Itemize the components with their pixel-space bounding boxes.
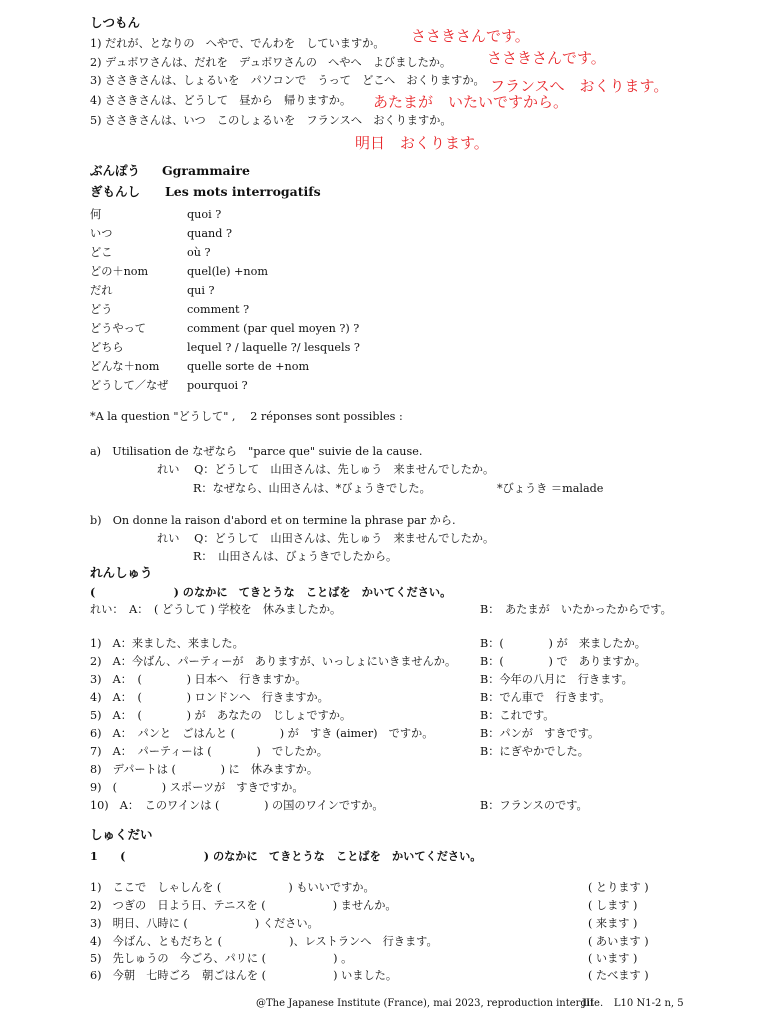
rule-b-question: れい Q：どうして 山田さんは、先しゅう 来ませんでしたか。 [157, 532, 495, 545]
shukudai-instruction: 1 ( ) のなかに てきとうな ことばを かいてください。 [90, 849, 482, 863]
word-fr: quel(le) +nom [187, 265, 268, 278]
word-jp: いつ [90, 227, 113, 240]
word-jp: 何 [90, 208, 102, 221]
renshuu-item-a: 7) A： パーティーは ( ) でしたか。 [90, 745, 328, 758]
shukudai-item: 2) つぎの 日よう日、テニスを ( ) ませんか。 [90, 899, 397, 912]
word-jp: どちら [90, 341, 124, 354]
question-2: 2) デュボワさんは、だれを デュボワさんの へやへ よびましたか。 [90, 56, 452, 69]
renshuu-item-b: B：今年の八月に 行きます。 [480, 673, 633, 686]
footer-copyright: @The Japanese Institute (France), mai 2023, reproduction interdite. [256, 998, 604, 1009]
renshuu-item-a: 4) A： ( ) ロンドンへ 行きますか。 [90, 691, 329, 704]
renshuu-item-b: B：フランスのです。 [480, 799, 588, 812]
rule-a-response: R：なぜなら、山田さんは、*びょうきでした。 [193, 482, 431, 495]
shukudai-title: しゅくだい [90, 827, 153, 842]
shukudai-hint: ( 来ます ) [588, 917, 638, 930]
grammar-title-jp: ぶんぽう [90, 163, 141, 178]
answer-5: 明日 おくります。 [355, 134, 489, 152]
word-fr: où ? [187, 246, 211, 259]
question-3: 3) ささきさんは、しょるいを パソコンで うって どこへ おくりますか。 [90, 74, 485, 87]
word-jp: だれ [90, 284, 113, 297]
question-4: 4) ささきさんは、どうして 昼から 帰りますか。 [90, 94, 352, 107]
shukudai-item: 4) 今ばん、ともだちと ( )、レストランへ 行きます。 [90, 935, 438, 948]
renshuu-item-b: B：でん車で 行きます。 [480, 691, 611, 704]
rule-b-intro: b) On donne la raison d'abord et on termine la phrase par から. [90, 514, 456, 527]
rule-a-question: れい Q：どうして 山田さんは、先しゅう 来ませんでしたか。 [157, 463, 495, 476]
shukudai-hint: ( とります ) [588, 881, 649, 894]
word-fr: lequel ? / laquelle ?/ lesquels ? [187, 341, 360, 354]
answer-2: ささきさんです。 [487, 49, 606, 67]
shukudai-hint: ( します ) [588, 899, 638, 912]
renshuu-item-a: 3) A： ( ) 日本へ 行きますか。 [90, 673, 307, 686]
renshuu-item-a: 9) ( ) スポーツが すきですか。 [90, 781, 304, 794]
rule-a-footnote: *びょうき ＝malade [497, 482, 604, 495]
renshuu-item-b: B：にぎやかでした。 [480, 745, 589, 758]
renshuu-example-b: B： あたまが いたかったからです。 [480, 603, 672, 616]
shukudai-hint: ( います ) [588, 952, 638, 965]
word-jp: どうやって [90, 322, 146, 335]
renshuu-item-b: B：パンが すきです。 [480, 727, 600, 740]
grammar-sub-fr: Les mots interrogatifs [165, 184, 321, 199]
question-5: 5) ささきさんは、いつ このしょるいを フランスへ おくりますか。 [90, 114, 452, 127]
word-fr: comment ? [187, 303, 250, 316]
grammar-sub-jp: ぎもんし [90, 184, 141, 199]
renshuu-item-a: 6) A： パンと ごはんと ( ) が すき (aimer) ですか。 [90, 727, 434, 740]
grammar-note: *A la question "どうして" , 2 réponses sont possibles : [90, 410, 403, 423]
word-jp: どうして／なぜ [90, 379, 169, 392]
answer-3: フランスへ おくります。 [490, 77, 669, 95]
rule-a-intro: a) Utilisation de なぜなら "parce que" suivie de la cause. [90, 445, 423, 458]
word-fr: quand ? [187, 227, 232, 240]
shukudai-hint: ( たべます ) [588, 969, 649, 982]
rule-b-response: R： 山田さんは、びょうきでしたから。 [193, 550, 398, 563]
renshuu-item-a: 2) A：今ばん、パーティーが ありますが、いっしょにいきませんか。 [90, 655, 457, 668]
shukudai-item: 5) 先しゅうの 今ごろ、パリに ( ) 。 [90, 952, 353, 965]
word-jp: どの＋nom [90, 265, 149, 278]
word-fr: quelle sorte de +nom [187, 360, 310, 373]
renshuu-item-b: B：( ) が 来ましたか。 [480, 637, 646, 650]
shukudai-item: 3) 明日、八時に ( ) ください。 [90, 917, 319, 930]
question-1: 1) だれが、となりの へやで、でんわを していますか。 [90, 37, 385, 50]
renshuu-item-a: 1) A：来ました、来ました。 [90, 637, 244, 650]
footer-code: JII L10 N1-2 n, 5 [582, 998, 684, 1009]
shukudai-item: 6) 今朝 七時ごろ 朝ごはんを ( ) いました。 [90, 969, 398, 982]
renshuu-item-a: 5) A： ( ) が あなたの じしょですか。 [90, 709, 352, 722]
word-jp: どこ [90, 246, 113, 259]
renshuu-example-a: れい： A： ( どうして ) 学校を 休みましたか。 [90, 603, 342, 616]
word-fr: comment (par quel moyen ?) ? [187, 322, 360, 335]
word-jp: どんな＋nom [90, 360, 160, 373]
renshuu-item-a: 10) A： このワインは ( ) の国のワインですか。 [90, 799, 384, 812]
shukudai-item: 1) ここで しゃしんを ( ) もいいですか。 [90, 881, 375, 894]
shitsumon-title: しつもん [90, 15, 141, 30]
word-fr: pourquoi ? [187, 379, 248, 392]
renshuu-title: れんしゅう [90, 565, 153, 580]
renshuu-instruction: ( ) のなかに てきとうな ことばを かいてください。 [90, 585, 452, 599]
word-fr: qui ? [187, 284, 215, 297]
grammar-title-fr: Ggrammaire [162, 163, 250, 178]
shukudai-hint: ( あいます ) [588, 935, 649, 948]
renshuu-item-b: B：これです。 [480, 709, 555, 722]
answer-1: ささきさんです。 [411, 27, 530, 45]
word-fr: quoi ? [187, 208, 222, 221]
renshuu-item-a: 8) デパートは ( ) に 休みますか。 [90, 763, 319, 776]
word-jp: どう [90, 303, 113, 316]
renshuu-item-b: B：( ) で ありますか。 [480, 655, 646, 668]
answer-4: あたまが いたいですから。 [373, 93, 569, 111]
